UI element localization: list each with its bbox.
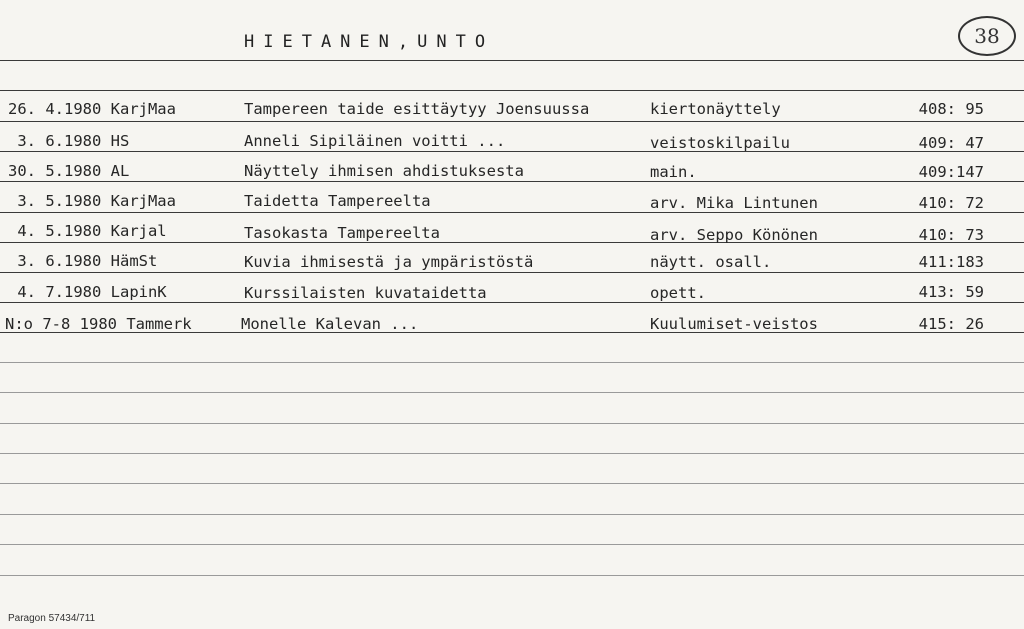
entry-date-source: N:o 7-8 1980 Tammerk [5, 315, 192, 333]
rule [0, 212, 1024, 213]
rule [0, 121, 1024, 122]
rule [0, 514, 1024, 515]
entry-reference: 415: 26 [918, 315, 984, 333]
rule [0, 272, 1024, 273]
entry-reference: 413: 59 [918, 283, 984, 301]
rule [0, 544, 1024, 545]
entry-date-source: 3. 6.1980 HS [8, 132, 130, 150]
rule [0, 302, 1024, 303]
entry-title: Näyttely ihmisen ahdistuksesta [244, 162, 524, 180]
entry-note: kiertonäyttely [650, 100, 781, 118]
entry-reference: 411:183 [918, 253, 984, 271]
entry-title: Tampereen taide esittäytyy Joensuussa [244, 100, 590, 118]
entry-note: näytt. osall. [650, 253, 772, 271]
entry-note: arv. Mika Lintunen [650, 194, 818, 212]
header-rule [0, 60, 1024, 61]
entry-date-source: 4. 5.1980 Karjal [8, 222, 167, 240]
card-number-stamp [958, 16, 1016, 56]
rule [0, 453, 1024, 454]
entry-date-source: 3. 5.1980 KarjMaa [8, 192, 176, 210]
rule [0, 423, 1024, 424]
entry-note: arv. Seppo Könönen [650, 226, 818, 244]
entry-title: Kurssilaisten kuvataidetta [244, 284, 487, 302]
rule [0, 181, 1024, 182]
printer-imprint: Paragon 57434/711 [8, 613, 96, 624]
entry-note: veistoskilpailu [650, 134, 790, 152]
entry-reference: 409: 47 [918, 134, 984, 152]
entry-title: Tasokasta Tampereelta [244, 224, 440, 242]
entry-date-source: 3. 6.1980 HämSt [8, 252, 158, 270]
rule [0, 242, 1024, 243]
entry-reference: 408: 95 [918, 100, 984, 118]
entry-reference: 409:147 [918, 163, 984, 181]
entry-reference: 410: 73 [918, 226, 984, 244]
entry-note: main. [650, 163, 697, 181]
entry-title: Monelle Kalevan ... [241, 315, 419, 333]
rule [0, 392, 1024, 393]
entry-title: Anneli Sipiläinen voitti ... [244, 132, 506, 150]
rule [0, 362, 1024, 363]
entry-title: Taidetta Tampereelta [244, 192, 431, 210]
rule [0, 575, 1024, 576]
entry-note: Kuulumiset-veistos [650, 315, 818, 333]
entry-date-source: 30. 5.1980 AL [8, 162, 130, 180]
card-number: 38 [974, 24, 1000, 48]
entry-title: Kuvia ihmisestä ja ympäristöstä [244, 253, 534, 271]
entry-date-source: 4. 7.1980 LapinK [8, 283, 167, 301]
rule [0, 483, 1024, 484]
entry-reference: 410: 72 [918, 194, 984, 212]
entry-note: opett. [650, 284, 706, 302]
entry-date-source: 26. 4.1980 KarjMaa [8, 100, 176, 118]
rule [0, 90, 1024, 91]
rule [0, 151, 1024, 152]
card-title: HIETANEN,UNTO [244, 32, 495, 52]
